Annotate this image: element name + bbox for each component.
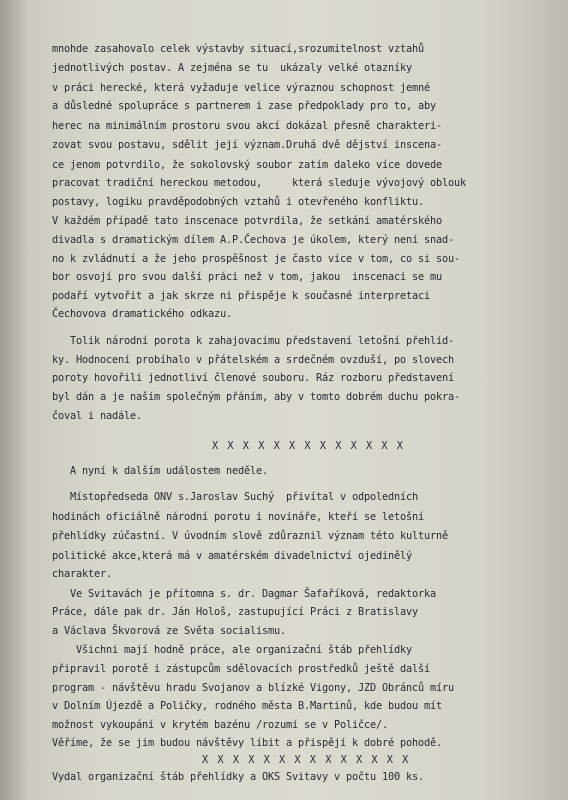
text-line: program - návštěvu hradu Svojanov a blízké Vigony, JZD Obránců míru [52, 682, 454, 694]
text-line: zovat svou postavu, sdělit její význam.Druhá dvě dějství inscena- [52, 139, 442, 151]
text-line: ce jenom potvrdilo, že sokolovský soubor zatím daleko více dovede [52, 159, 442, 171]
text-line: pracovat tradiční hereckou metodou, která sleduje vývojový oblouk [52, 177, 466, 189]
text-line: a Václava Škvorová ze Světa socialismu. [52, 625, 286, 637]
page-shadow [0, 0, 30, 800]
text-line: politické akce,která má v amatérském divadelnictví ojedinělý [52, 550, 412, 562]
text-line: Práce, dále pak dr. Ján Hološ, zastupující Práci z Bratislavy [52, 606, 418, 618]
text-line: a důsledné spolupráce s partnerem i zase předpoklady pro to, aby [52, 100, 436, 112]
text-line: připravil porotě i zástupcům sdělovacích prostředků ještě další [52, 663, 430, 675]
text-line: Všichni mají hodně práce, ale organizační štáb přehlídky [52, 644, 412, 656]
text-line: Věříme, že se jim budou návštěvy líbit a přispějí k dobré pohodě. [52, 737, 442, 749]
text-line: mnohde zasahovalo celek výstavby situací,srozumitelnost vztahů [52, 43, 424, 55]
text-line: Místopředseda ONV s.Jaroslav Suchý přivítal v odpoledních [52, 491, 418, 503]
text-line: podaří vytvořit a jak skrze ni přispěje k současné interpretaci [52, 290, 430, 302]
text-line: bor osvojí pro svou další práci než v tom, jakou inscenaci se mu [52, 271, 442, 283]
section-separator: X X X X X X X X X X X X X [212, 440, 405, 452]
text-line: čoval i nadále. [52, 410, 142, 422]
text-line: Čechovova dramatického odkazu. [52, 308, 232, 320]
text-line: postavy, logiku pravděpodobných vztahů i otevřeného konfliktu. [52, 196, 424, 208]
text-line: poroty hovořili jednotliví členové souboru. Ráz rozboru představení [52, 372, 454, 384]
text-line: hodinách oficiálně národní porotu i novináře, kteří se letošní [52, 511, 424, 523]
text-line: jednotlivých postav. A zejména se tu ukázaly velké otazníky [52, 62, 412, 74]
text-line: v Dolním Újezdě a Poličky, rodného města B.Martinů, kde budou mít [52, 700, 442, 712]
text-line: herec na minimálním prostoru svou akcí dokázal přesně charakteri- [52, 120, 442, 132]
text-line: Vydal organizační štáb přehlídky a OKS Svitavy v počtu 100 ks. [52, 771, 424, 783]
text-line: V každém případě tato inscenace potvrdila, že setkání amatérského [52, 215, 442, 227]
text-line: v práci herecké, která vyžaduje velice výraznou schopnost jemné [52, 82, 430, 94]
section-separator: X X X X X X X X X X X X X X [202, 754, 410, 766]
text-line: přehlídky zúčastní. V úvodním slově zdůraznil význam této kulturně [52, 530, 448, 542]
text-line: A nyní k dalším událostem neděle. [52, 465, 268, 477]
text-line: Ve Svitavách je přítomna s. dr. Dagmar Šafaříková, redaktorka [52, 588, 436, 600]
text-line: ky. Hodnocení probíhalo v přátelském a srdečném ovzduší, po slovech [52, 354, 454, 366]
text-line: no k zvládnutí a že jeho prospěšnost je často více v tom, co si sou- [52, 253, 460, 265]
text-line: byl dán a je naším společným přáním, aby v tomto dobrém duchu pokra- [52, 391, 460, 403]
text-line: Tolik národní porota k zahajovacímu představení letošní přehlíd- [52, 335, 454, 347]
text-line: možnost vykoupání v krytém bazénu /rozumí se v Poličce/. [52, 719, 388, 731]
text-line: divadla s dramatickým dílem A.P.Čechova je úkolem, který není snad- [52, 234, 454, 246]
text-line: charakter. [52, 568, 112, 580]
